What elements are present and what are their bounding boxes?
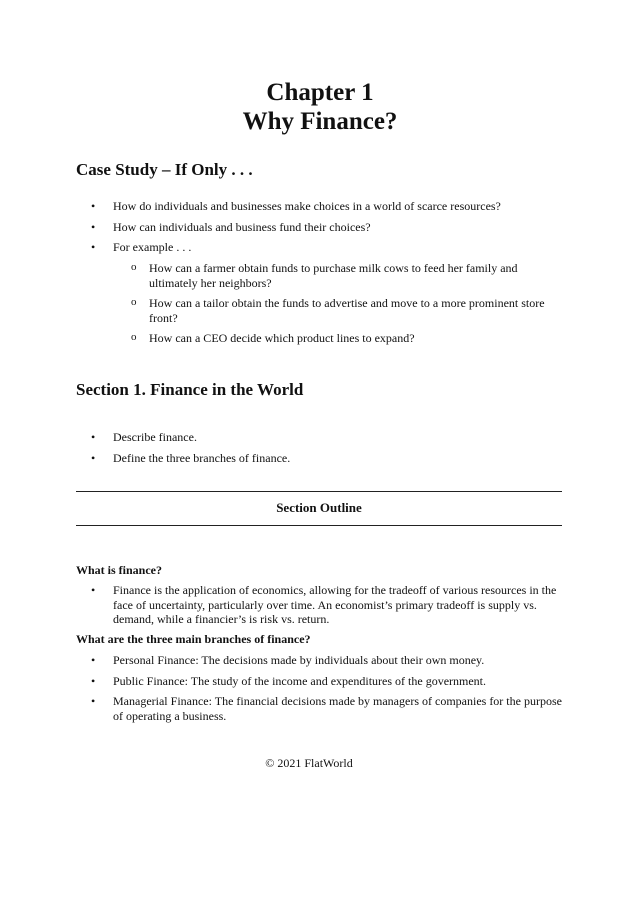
list-item: • For example . . .: [76, 240, 546, 255]
divider-bottom: [76, 525, 562, 526]
list-item: • Finance is the application of economics, allowing for the tradeoff of various resources in the face of uncertainty, particularly over time. An economist’s primary tradeoff is supply vs. demand, while a financier’s is risk vs. return.: [76, 583, 562, 627]
list-item: • How can individuals and business fund their choices?: [76, 220, 546, 235]
question-what-is-finance: What is finance?: [76, 563, 163, 577]
copyright-footer: © 2021 FlatWorld: [265, 756, 353, 770]
objectives-list: [76, 430, 546, 465]
chapter-title: Why Finance?: [242, 108, 398, 135]
section1-heading: Section 1. Finance in the World: [76, 380, 304, 399]
branches-list: [76, 653, 562, 723]
divider-top: [76, 491, 562, 492]
chapter-number: Chapter 1: [266, 79, 374, 106]
list-item: • Public Finance: The study of the income and expenditures of the government.: [76, 674, 562, 689]
list-item: • Define the three branches of finance.: [76, 451, 546, 466]
question-three-branches: What are the three main branches of finance?: [76, 632, 311, 646]
list-item: • How do individuals and businesses make choices in a world of scarce resources?: [76, 199, 546, 214]
finance-definition-list: [76, 583, 562, 627]
list-item: o How can a tailor obtain the funds to advertise and move to a more prominent store front?: [131, 296, 563, 325]
case-study-list: [76, 199, 546, 255]
list-item: o How can a CEO decide which product lines to expand?: [131, 331, 563, 346]
case-study-heading: Case Study – If Only . . .: [76, 160, 253, 179]
list-item: o How can a farmer obtain funds to purchase milk cows to feed her family and ultimately her neighbors?: [131, 261, 563, 290]
list-item: • Managerial Finance: The financial decisions made by managers of companies for the purpose of operating a business.: [76, 694, 562, 723]
case-study-sublist: [131, 261, 563, 346]
list-item: • Personal Finance: The decisions made by individuals about their own money.: [76, 653, 562, 668]
list-item: • Describe finance.: [76, 430, 546, 445]
section-outline-title: Section Outline: [276, 500, 362, 515]
